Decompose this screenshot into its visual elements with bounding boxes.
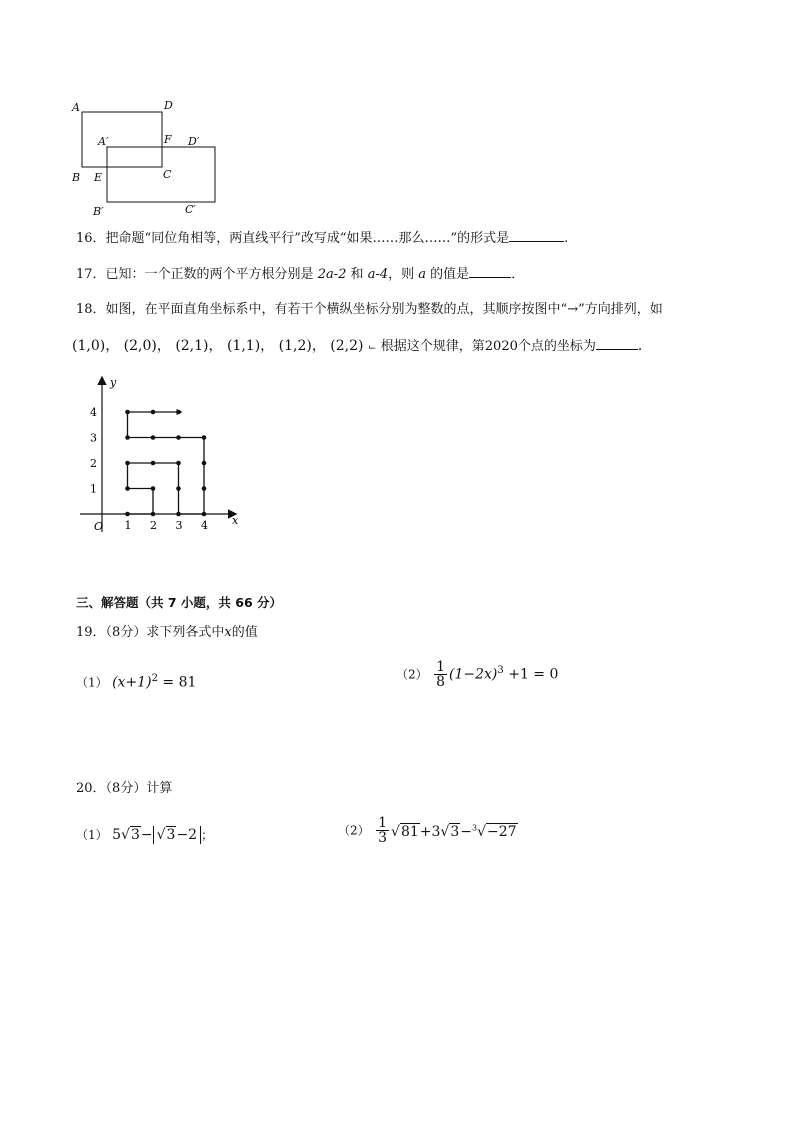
y-tick-3: 3 <box>90 431 97 445</box>
q17-pre: 已知：一个正数的两个平方根分别是 <box>105 267 314 282</box>
fraction-numerator: 1 <box>436 659 446 675</box>
x-tick-1: 1 <box>124 519 132 532</box>
label-D1: D′ <box>188 135 200 148</box>
q18-end: ． <box>637 338 652 354</box>
path-point-17 <box>125 410 130 415</box>
label-B1: B′ <box>93 205 104 218</box>
q20-p1-minus: − <box>140 827 153 843</box>
label-E: E <box>94 171 103 184</box>
q19-p2-rhs: +1 = 0 <box>508 666 559 683</box>
rectangle-figure <box>60 95 240 220</box>
q20-score: （8分） <box>105 781 147 796</box>
q20-p2-label: （2） <box>338 823 370 838</box>
y-tick-labels <box>90 406 97 496</box>
q17-expr2: a-4 <box>367 267 389 282</box>
q20-number: 20． <box>76 781 106 796</box>
q19-text2: 的值 <box>231 625 258 640</box>
path-point-5 <box>125 461 130 466</box>
label-A1: A′ <box>98 135 109 148</box>
q18-point-5: (1,2) <box>278 338 312 354</box>
rectangle-a1b1c1d1 <box>107 147 215 202</box>
x-axis-label: x <box>232 514 239 527</box>
q17-var: a <box>418 267 427 282</box>
q19-p1-exp: 2 <box>151 673 158 684</box>
fraction-numerator: 1 <box>378 815 388 831</box>
question-18-line1 <box>76 301 663 319</box>
path-arrow-icon <box>177 409 183 415</box>
question-19 <box>76 624 258 642</box>
q17-answer-blank[interactable] <box>469 265 511 278</box>
q18-sep: ， <box>156 338 171 354</box>
fraction-denominator: 8 <box>436 674 446 690</box>
q18-tail: 根据这个规律，第2020个点的坐标为 <box>380 339 596 354</box>
q19-p1-expr: (x+1) <box>112 674 152 691</box>
q17-post2: 的值是 <box>430 267 470 282</box>
q20-p1-label: （1） <box>76 828 108 842</box>
path-point-15 <box>151 435 156 440</box>
q17-post: ，则 <box>388 267 415 282</box>
path-point-1 <box>125 512 130 517</box>
label-C1: C′ <box>185 203 196 216</box>
q19-score: （8分） <box>105 625 147 640</box>
coordinate-grid-figure <box>70 372 255 542</box>
q20-p1-end: ； <box>201 828 214 842</box>
q16-answer-blank[interactable] <box>509 229 564 242</box>
q19-p1-rhs: = 81 <box>162 674 197 691</box>
question-20 <box>76 780 172 798</box>
rectangle-abcd <box>82 112 162 167</box>
q18-sep: ， <box>311 338 326 354</box>
y-axis-label: y <box>110 376 117 389</box>
origin-label: O <box>94 520 104 533</box>
y-tick-1: 1 <box>90 482 97 496</box>
q18-point-2: (2,0) <box>123 338 157 354</box>
label-C: C <box>163 168 172 181</box>
y-tick-2: 2 <box>90 457 97 470</box>
path-point-9 <box>176 512 181 517</box>
q16-number: 16． <box>76 231 106 246</box>
question-17 <box>76 265 524 284</box>
q20-p2-radicand1: 81 <box>400 824 419 841</box>
label-F: F <box>164 133 172 146</box>
q19-p2-fraction <box>434 660 447 689</box>
q20-p1-b: −2 <box>176 827 198 843</box>
path-point-16 <box>125 435 130 440</box>
path-point-7 <box>176 461 181 466</box>
path-point-13 <box>202 435 207 440</box>
q19-part-1 <box>76 670 196 692</box>
path-point-8 <box>176 486 181 491</box>
path-point-6 <box>151 461 156 466</box>
q20-part-2: （2） $\frac{1}{3}$ √81+3√3−$^3$√−27 <box>338 815 517 846</box>
path-point-4 <box>125 486 130 491</box>
q19-number: 19． <box>76 625 106 640</box>
label-D: D <box>164 99 173 112</box>
q16-text: 把命题“同位角相等，两直线平行”改写成“如果……那么……”的形式是 <box>105 231 510 246</box>
q20-p2-root-index: 3 <box>471 823 478 833</box>
path-point-18 <box>151 410 156 415</box>
q19-p1-label: （1） <box>76 675 108 690</box>
point-path-line <box>128 412 205 514</box>
x-tick-labels <box>125 519 209 532</box>
q18-text: 如图，在平面直角坐标系中，有若干个横纵坐标分别为整数的点，其顺序按图中“→”方向排列，如 <box>105 302 663 317</box>
path-point-2 <box>151 512 156 517</box>
q19-part-2 <box>396 660 558 689</box>
x-tick-3: 3 <box>175 519 183 532</box>
path-point-14 <box>176 435 181 440</box>
y-tick-4: 4 <box>90 406 97 419</box>
q18-sep: ， <box>208 338 223 354</box>
question-18-line2 <box>72 337 652 357</box>
fraction-denominator: 3 <box>378 830 388 846</box>
q20-text: 计算 <box>146 781 173 796</box>
q17-mid: 和 <box>350 267 364 282</box>
section-3-title: 三、解答题（共 7 小题，共 66 分） <box>76 595 283 610</box>
point-path <box>125 409 206 516</box>
path-point-11 <box>202 486 207 491</box>
q20-p2-radicand3: −27 <box>487 824 517 841</box>
q17-number: 17． <box>76 267 106 282</box>
x-tick-4: 4 <box>201 519 208 532</box>
q16-end: . <box>564 231 569 246</box>
label-B: B <box>72 171 81 184</box>
q20-p1-radicand2: 3 <box>166 827 176 843</box>
ellipsis-glyph: ⌙ <box>367 342 377 353</box>
q18-sep: ， <box>260 338 275 354</box>
q18-point-3: (2,1) <box>175 338 209 354</box>
path-point-10 <box>202 512 207 517</box>
q19-var: x <box>224 625 232 640</box>
q17-expr1: 2a-2 <box>317 267 347 282</box>
q19-p2-exp: 3 <box>497 664 504 676</box>
q20-p2-radicand2: 3 <box>450 824 460 841</box>
q20-p2-plus: +3 <box>419 824 441 841</box>
path-point-12 <box>202 461 207 466</box>
q17-end: ． <box>511 267 525 282</box>
q18-number: 18． <box>76 302 106 317</box>
q18-point-6: (2,2) <box>330 338 364 354</box>
q18-point-4: (1,1) <box>226 338 261 354</box>
q18-point-1: (1,0) <box>72 338 106 354</box>
q19-p2-label: （2） <box>396 667 428 682</box>
q19-text: 求下列各式中 <box>146 625 225 640</box>
q20-p1-coef: 5 <box>112 827 122 843</box>
path-point-3 <box>151 486 156 491</box>
q20-part-1: （1） 5√3− √3−2 ； <box>76 827 214 843</box>
x-tick-2: 2 <box>150 519 157 532</box>
q20-p1-abs: √3−2 <box>153 826 201 844</box>
q19-p2-expr: (1−2x) <box>449 666 498 683</box>
label-A: A <box>72 101 80 114</box>
q20-p2-minus: − <box>460 824 472 841</box>
q18-sep: ， <box>105 338 120 354</box>
q18-answer-blank[interactable] <box>596 337 638 350</box>
q20-p1-radicand: 3 <box>130 827 140 843</box>
q20-p2-fraction <box>376 816 389 845</box>
question-16 <box>76 229 568 248</box>
